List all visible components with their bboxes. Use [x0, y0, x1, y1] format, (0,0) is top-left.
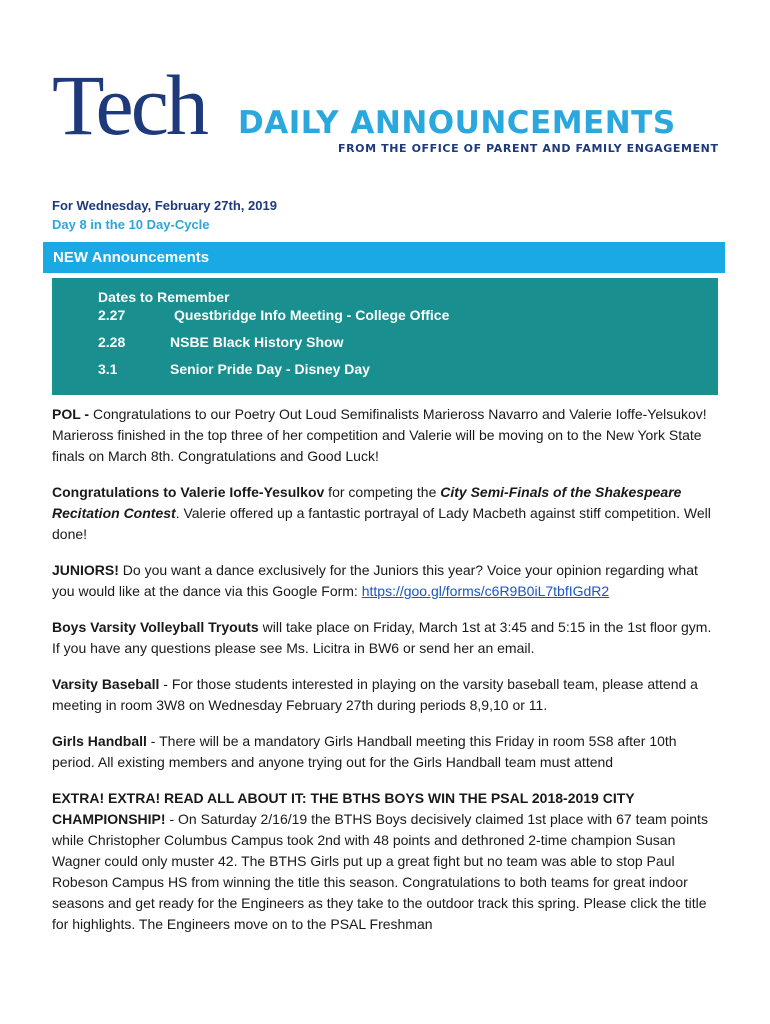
date-value: 2.27	[98, 307, 126, 323]
extra-lead[interactable]: EXTRA! EXTRA! READ ALL ABOUT IT: THE BTHS BOYS WIN THE PSAL 2018-2019 CITY CHAMPIONSHIP!	[52, 790, 635, 827]
juniors-lead: JUNIORS!	[52, 562, 119, 578]
baseball-announcement	[52, 674, 722, 716]
cycle-line: Day 8 in the 10 Day-Cycle	[52, 217, 210, 232]
date-value: 2.28	[98, 334, 126, 350]
extra-text: - On Saturday 2/16/19 the BTHS Boys decisively claimed 1st place with 67 team points while Christopher Columbus Campus took 2nd with 48 points and dethroned 2-time champion Susan Wagner could only muster 42. The BTHS Girls put up a great fight but no team was able to stop Paul Robeson Campus HS from winning the title this season. Congratulations to both teams for great indoor seasons and get ready for the Engineers as they take to the outdoor track this spring. Please click the title for highlights. The Engineers move on to the PSAL Freshman	[52, 811, 708, 932]
extra-announcement	[52, 788, 722, 935]
handball-lead: Girls Handball	[52, 733, 147, 749]
pol-announcement	[52, 404, 722, 467]
google-form-link[interactable]: https://goo.gl/forms/c6R9B0iL7tbfIGdR2	[361, 583, 610, 599]
shakespeare-contest: City Semi-Finals of the Shakespeare Recitation Contest	[52, 484, 682, 521]
date-event: Questbridge Info Meeting - College Office	[174, 307, 450, 323]
handball-announcement	[52, 731, 722, 773]
juniors-text: Do you want a dance exclusively for the Juniors this year? Voice your opinion regarding what you would like at the dance via this Google Form:	[52, 562, 698, 599]
banner-title: DAILY ANNOUNCEMENTS	[238, 105, 676, 141]
date-line: For Wednesday, February 27th, 2019	[52, 198, 277, 213]
baseball-lead: Varsity Baseball	[52, 676, 160, 692]
new-announcements-heading: NEW Announcements	[43, 242, 725, 273]
date-row	[98, 307, 449, 323]
dates-box-title: Dates to Remember	[98, 289, 230, 305]
date-row	[98, 334, 344, 350]
handball-text: - There will be a mandatory Girls Handball meeting this Friday in room 5S8 after 10th period. All existing members and anyone trying out for the Girls Handball team must attend	[52, 733, 677, 770]
juniors-announcement	[52, 560, 722, 602]
announcements-body	[52, 404, 722, 950]
shakespeare-lead: Congratulations to Valerie Ioffe-Yesulkov	[52, 484, 325, 500]
pol-lead: POL -	[52, 406, 90, 422]
date-event: Senior Pride Day - Disney Day	[170, 361, 370, 377]
tech-logo: Tech	[52, 57, 206, 153]
shakespeare-text: for competing the	[324, 484, 441, 500]
volleyball-announcement	[52, 617, 722, 659]
banner-subtitle: FROM THE OFFICE OF PARENT AND FAMILY ENGAGEMENT	[338, 142, 719, 155]
date-row	[98, 361, 370, 377]
volleyball-lead: Boys Varsity Volleyball Tryouts	[52, 619, 259, 635]
shakespeare-announcement	[52, 482, 722, 545]
dates-to-remember-box	[52, 278, 718, 395]
pol-text: Congratulations to our Poetry Out Loud Semifinalists Marieross Navarro and Valerie Ioffe-Yelsukov! Marieross finished in the top three of her competition and Valerie will be moving on to the New York State finals on March 8th. Congratulations and Good Luck!	[52, 406, 707, 464]
date-value: 3.1	[98, 361, 118, 377]
shakespeare-text-end: . Valerie offered up a fantastic portrayal of Lady Macbeth against stiff competition. Well done!	[52, 505, 711, 542]
header-banner	[52, 57, 732, 162]
volleyball-text: will take place on Friday, March 1st at 3:45 and 5:15 in the 1st floor gym. If you have any questions please see Ms. Licitra in BW6 or send her an email.	[52, 619, 712, 656]
date-event: NSBE Black History Show	[170, 334, 344, 350]
baseball-text: - For those students interested in playing on the varsity baseball team, please attend a meeting in room 3W8 on Wednesday February 27th during periods 8,9,10 or 11.	[52, 676, 698, 713]
